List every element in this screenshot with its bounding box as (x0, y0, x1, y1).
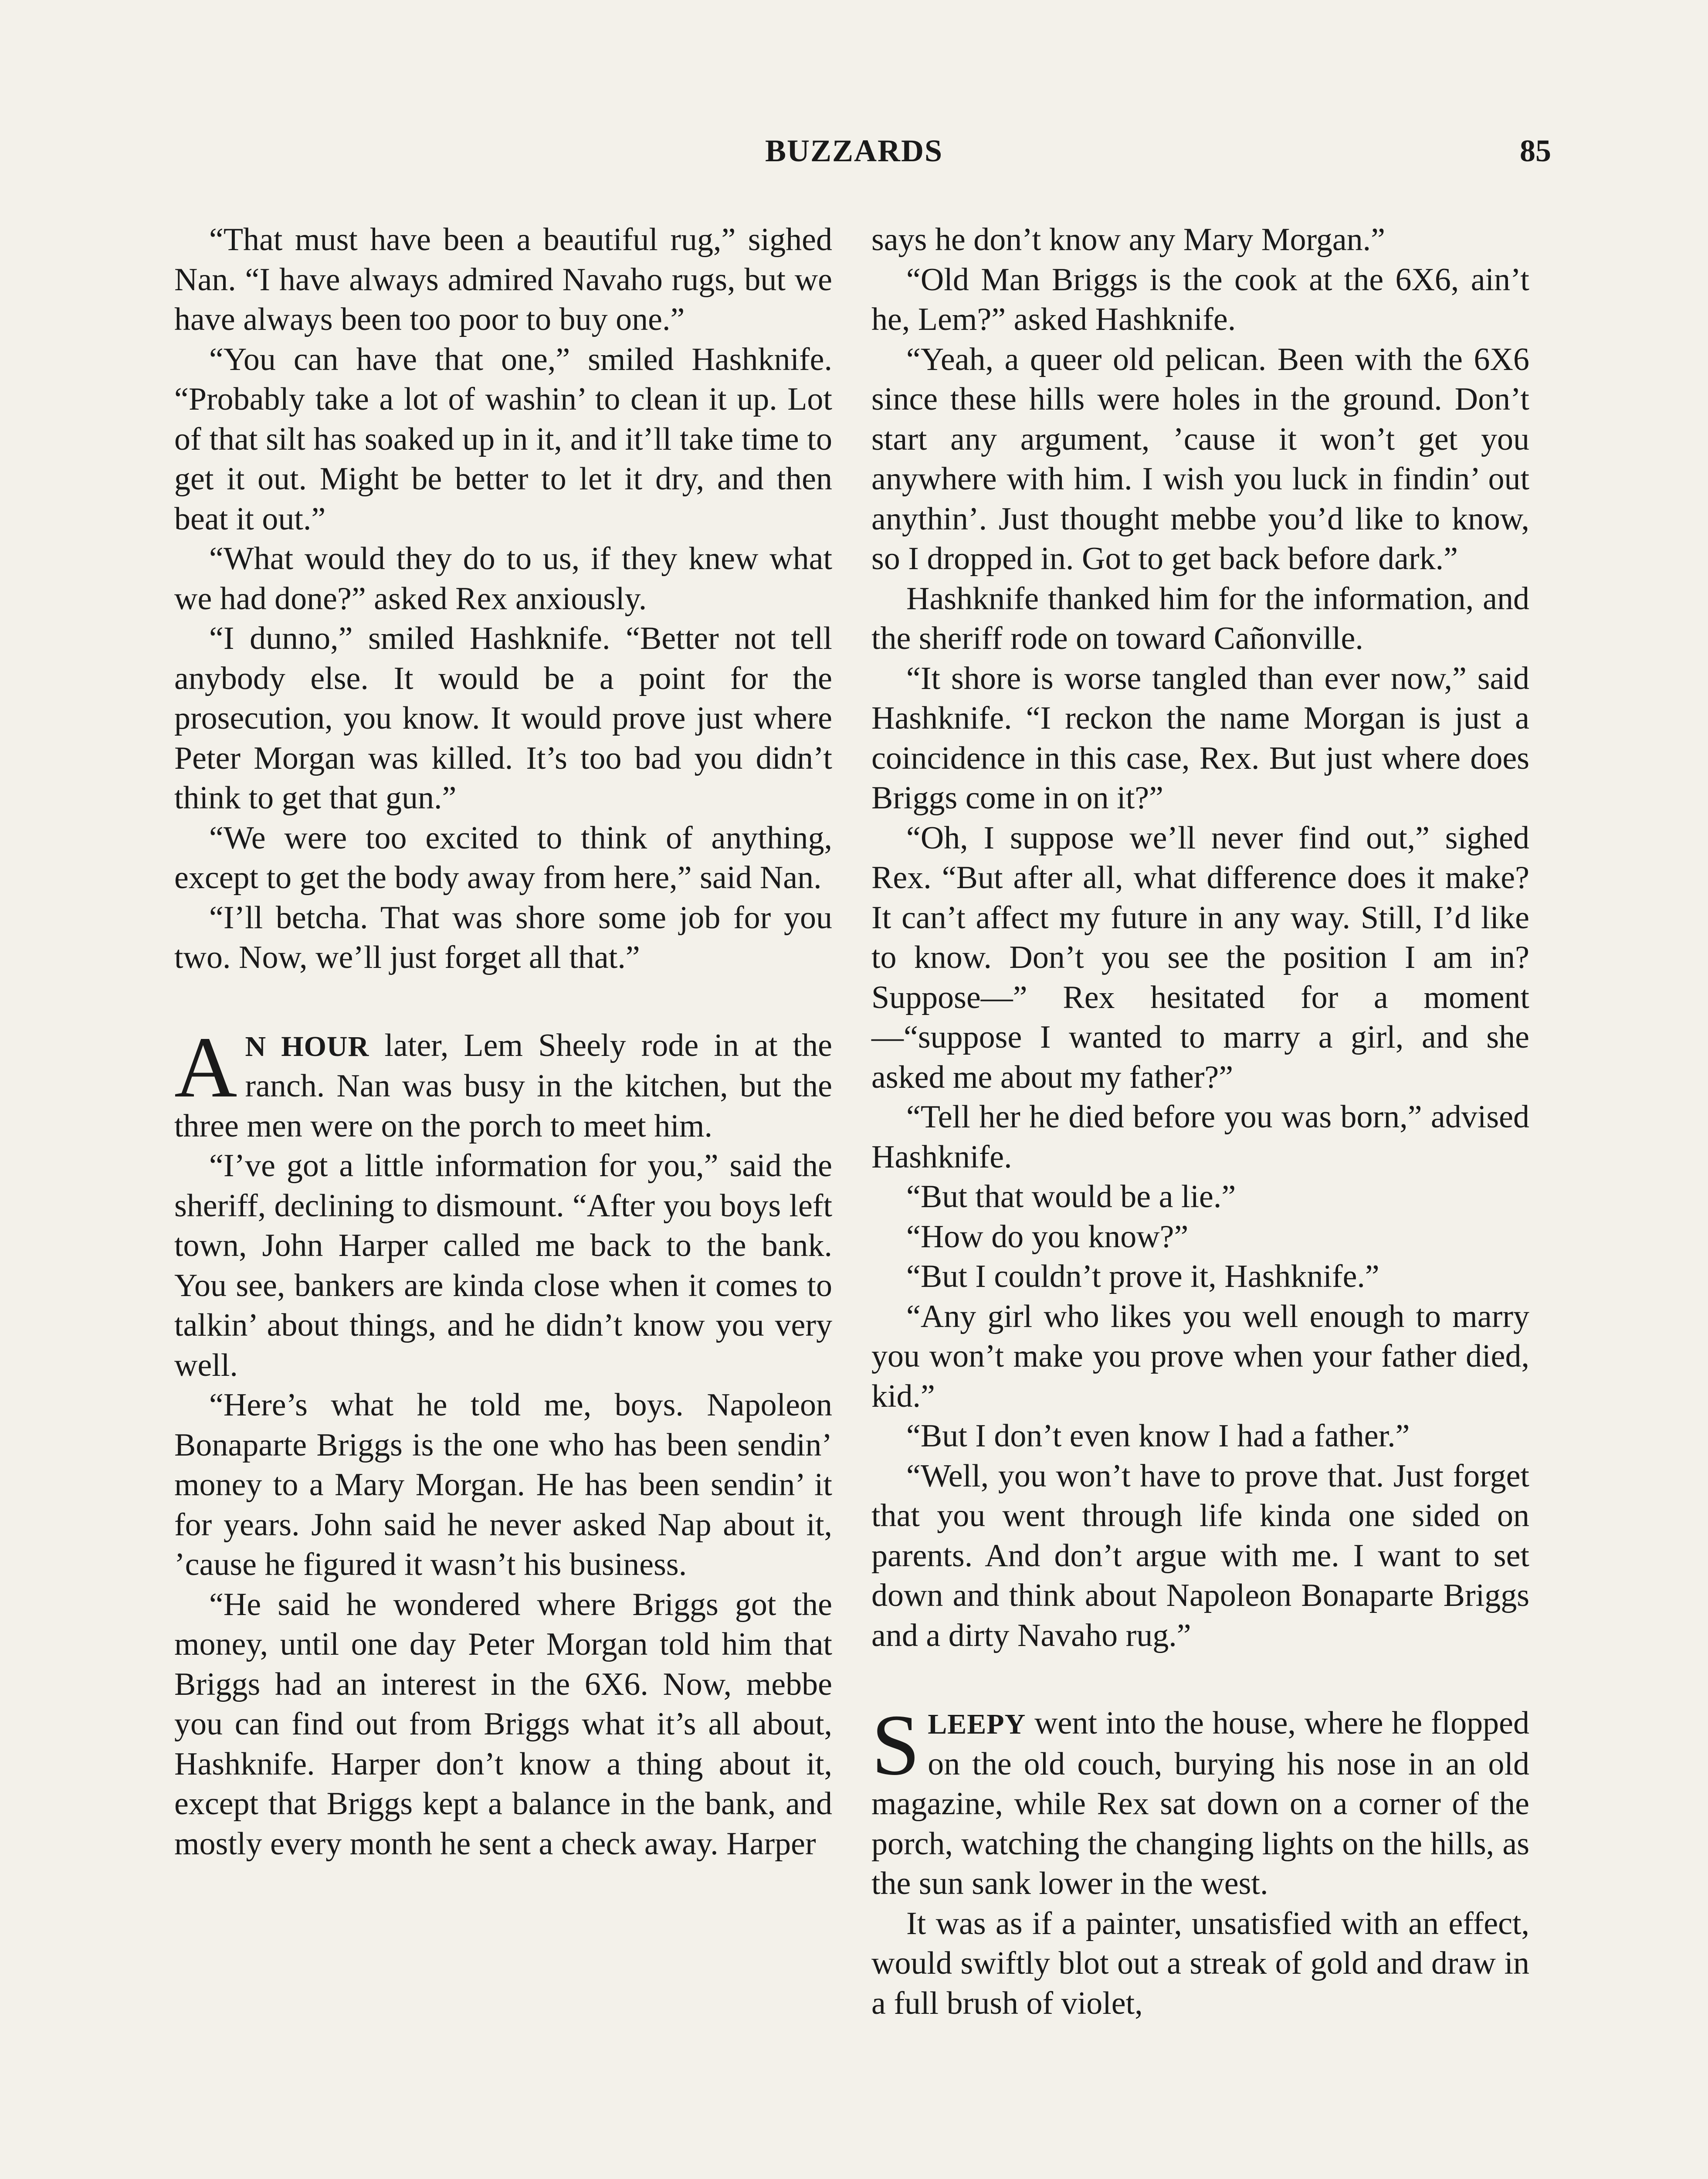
section-opening-paragraph (871, 1697, 1529, 1904)
paragraph: “That must have been a beautiful rug,” sighed Nan. “I have always admired Navaho rugs, but we have always been too poor to buy one.” (174, 222, 832, 337)
left-column (174, 220, 832, 1864)
paragraph: It was as if a painter, unsatisfied with an effect, would swiftly blot out a streak of gold and draw in a full brush of violet, (871, 1905, 1529, 2021)
section-opening-text: went into the house, where he flopped on the old couch, burying his nose in an old magazine, while Rex sat down on a corner of the porch, watching the changing lights on the hills, as the sun sank lower in the west. (871, 1705, 1529, 1901)
paragraph: “I dunno,” smiled Hashknife. “Better not tell anybody else. It would be a point for the prosecution, you know. It would prove just where Peter Morgan was killed. It’s too bad you didn’t think to get that gun.” (174, 621, 832, 816)
paragraph: “But that would be a lie.” (906, 1179, 1236, 1215)
drop-cap: A (174, 1019, 237, 1116)
paragraph: “Yeah, a queer old pelican. Been with the 6X6 since these hills were holes in the ground. Don’t start any argument, ’cause it won’t get you anywhere with him. I wish you luck in findin’ out anythin’. Just thought mebbe you’d like to know, so I dropped in. Got to get back before dark.” (871, 341, 1529, 577)
right-column (871, 220, 1529, 2023)
paragraph: “How do you know?” (906, 1218, 1189, 1255)
paragraph: “I’ll betcha. That was shore some job for you two. Now, we’ll just forget all that.” (174, 899, 832, 975)
paragraph: Hashknife thanked him for the information, and the sheriff rode on toward Cañonville. (871, 580, 1529, 656)
running-header-title: BUZZARDS (765, 133, 943, 168)
paragraph: “What would they do to us, if they knew what we had done?” asked Rex anxiously. (174, 541, 832, 617)
section-lead-words: LEEPY (928, 1708, 1026, 1740)
paragraph: “Here’s what he told me, boys. Napoleon Bonaparte Briggs is the one who has been sendin’ money to a Mary Morgan. He has been sendin’ it for years. John said he never asked Nap about it, ’cause he figured it wasn’t his business. (174, 1387, 832, 1582)
paragraph: “I’ve got a little information for you,” said the sheriff, declining to dismount. “After you boys left town, John Harper called me back to the bank. You see, bankers are kinda close when it comes to talkin’ about things, and he didn’t know you very well. (174, 1148, 832, 1383)
section-opening-text: later, Lem Sheely rode in at the ranch. Nan was busy in the kitchen, but the three men were on the porch to meet him. (174, 1027, 832, 1144)
paragraph: “Well, you won’t have to prove that. Just forget that you went through life kinda one sided on parents. And don’t argue with me. I want to set down and think about Napoleon Bonaparte Briggs and a dirty Navaho rug.” (871, 1458, 1529, 1653)
paragraph: “But I don’t even know I had a father.” (906, 1418, 1410, 1454)
section-opening-paragraph (174, 1019, 832, 1147)
continued-paragraph: says he don’t know any Mary Morgan.” (871, 222, 1386, 258)
paragraph: “Tell her he died before you was born,” advised Hashknife. (871, 1099, 1529, 1175)
section-lead-words: N HOUR (245, 1030, 369, 1062)
paragraph: “Any girl who likes you well enough to marry you won’t make you prove when your father died, kid.” (871, 1298, 1529, 1414)
paragraph: “It shore is worse tangled than ever now,” said Hashknife. “I reckon the name Morgan is just a coincidence in this case, Rex. But just where does Briggs come in on it?” (871, 660, 1529, 816)
paragraph: “You can have that one,” smiled Hashknife. “Probably take a lot of washin’ to clean it up. Lot of that silt has soaked up in it, and it’ll take time to get it out. Might be better to let it dry, and then beat it out.” (174, 341, 832, 537)
paragraph: “Oh, I suppose we’ll never find out,” sighed Rex. “But after all, what difference does it make? It can’t affect my future in any way. Still, I’d like to know. Don’t you see the position I am in? Suppose—” Rex hesitated for a moment—“suppose I wanted to marry a girl, and she asked me about my father?” (871, 820, 1529, 1095)
drop-cap: S (871, 1697, 920, 1793)
paragraph: “We were too excited to think of anything, except to get the body away from here,” said Nan. (174, 820, 832, 896)
paragraph: “But I couldn’t prove it, Hashknife.” (906, 1259, 1379, 1294)
page-number: 85 (1520, 133, 1551, 168)
paragraph: “He said he wondered where Briggs got the money, until one day Peter Morgan told him that Briggs had an interest in the 6X6. Now, mebbe you can find out from Briggs what it’s all about, Hashknife. Harper don’t know a thing about it, except that Briggs kept a balance in the bank, and mostly every month he sent a check away. Harper (174, 1586, 832, 1862)
paragraph: “Old Man Briggs is the cook at the 6X6, ain’t he, Lem?” asked Hashknife. (871, 261, 1529, 337)
